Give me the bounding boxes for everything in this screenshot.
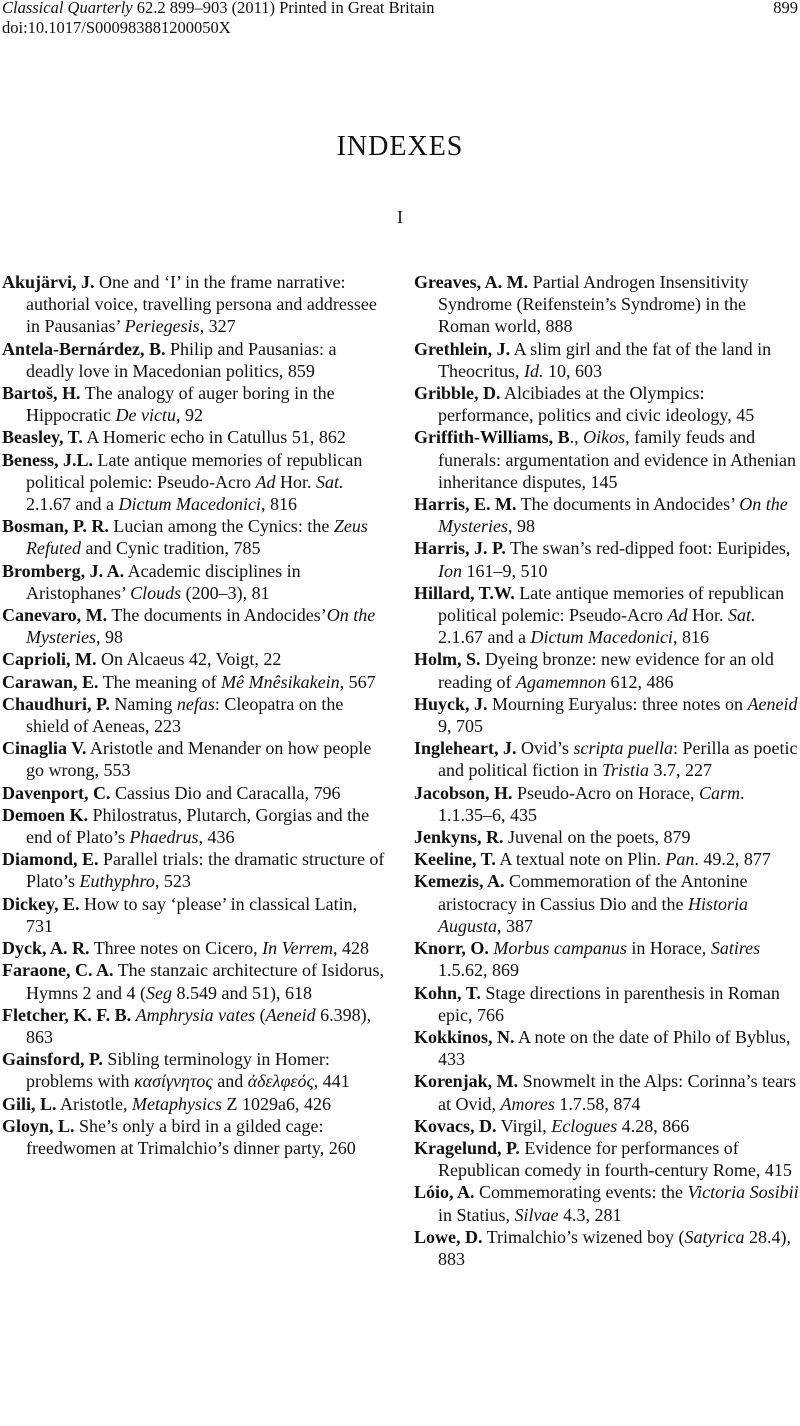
- entry-text: , 98: [95, 627, 123, 648]
- entry-text: . 1.1.35–6, 435: [438, 782, 745, 825]
- entry-author: Bromberg, J. A.: [2, 560, 125, 581]
- index-entry: [414, 271, 800, 338]
- index-entry: [414, 493, 800, 537]
- entry-text: . 49.2, 877: [694, 849, 771, 870]
- entry-text: The analogy of auger boring in the Hippocratic: [26, 383, 335, 426]
- entry-text: Sibling terminology in Homer: problems with: [26, 1049, 330, 1092]
- entry-title-italic: Pan: [665, 849, 695, 870]
- doi: doi:10.1017/S000983881200050X: [2, 18, 231, 37]
- entry-title-italic: On the Mysteries: [438, 494, 788, 537]
- entry-title-italic: Clouds: [130, 582, 182, 603]
- entry-author: Kohn, T.: [414, 982, 481, 1003]
- entry-title-italic: Amores: [500, 1093, 555, 1114]
- index-entry: [414, 693, 800, 737]
- entry-text: .,: [569, 427, 584, 448]
- entry-text: The documents in Andocides’: [516, 494, 740, 515]
- entry-title-italic: Dictum Macedonici: [118, 494, 261, 515]
- entry-title-italic: Satires: [710, 938, 761, 959]
- journal-name: Classical Quarterly: [2, 0, 133, 17]
- index-entry: [2, 1115, 386, 1159]
- entry-author: Jenkyns, R.: [414, 827, 504, 848]
- index-entry: [2, 271, 386, 338]
- entry-author: Kovacs, D.: [414, 1115, 497, 1136]
- index-entry: [2, 515, 386, 559]
- index-entry: [2, 1093, 386, 1115]
- index-entry: [414, 982, 800, 1026]
- entry-text: Commemorating events: the: [474, 1182, 688, 1203]
- entry-author: Demoen K.: [2, 804, 88, 825]
- entry-title-italic: Silvae: [514, 1204, 559, 1225]
- entry-text: , 428: [332, 938, 369, 959]
- entry-title-italic: Agamemnon: [515, 671, 606, 692]
- entry-title-italic: Sat.: [727, 605, 756, 626]
- index-entry: [414, 1070, 800, 1114]
- index-entry: [414, 937, 800, 981]
- entry-text: Cassius Dio and Caracalla, 796: [110, 782, 341, 803]
- entry-author: Gainsford, P.: [2, 1049, 103, 1070]
- entry-author: Lóio, A.: [414, 1182, 475, 1203]
- entry-title-italic: Aeneid: [265, 1004, 316, 1025]
- entry-text: Three notes on Cicero,: [89, 938, 263, 959]
- entry-title-italic: Morbus campanus: [493, 938, 627, 959]
- entry-text: , 92: [175, 405, 203, 426]
- entry-title-italic: Periegesis: [124, 316, 200, 337]
- entry-text: , 98: [507, 516, 535, 537]
- entry-title-italic: Id.: [523, 360, 544, 381]
- entry-title-italic: Aeneid: [747, 693, 798, 714]
- entry-text: Hor.: [275, 471, 316, 492]
- entry-text: in Statius,: [438, 1204, 515, 1225]
- entry-author: Kemezis, A.: [414, 871, 505, 892]
- entry-text: Juvenal on the poets, 879: [503, 827, 691, 848]
- entry-title-italic: On the Mysteries: [26, 605, 376, 648]
- entry-text: 1.5.62, 869: [438, 960, 519, 981]
- entry-author: Beasley, T.: [2, 427, 83, 448]
- entry-text: A slim girl and the fat of the land in Theocritus,: [438, 338, 772, 381]
- entry-author: Kokkinos, N.: [414, 1026, 515, 1047]
- page-title: INDEXES: [336, 131, 464, 162]
- entry-text: The documents in Andocides’: [107, 605, 327, 626]
- entry-title-italic: Euthyphro: [79, 871, 155, 892]
- entry-author: Greaves, A. M.: [414, 272, 529, 292]
- section-numeral: I: [397, 207, 403, 227]
- index-entry: [2, 804, 386, 848]
- entry-text: 8.549 and 51), 618: [172, 982, 312, 1003]
- entry-text: 2.1.67 and a: [26, 494, 119, 515]
- entry-author: Grethlein, J.: [414, 338, 511, 359]
- index-column-right: [414, 271, 800, 1270]
- entry-text: Aristotle,: [56, 1093, 133, 1114]
- entry-title-italic: Victoria Sosibii: [687, 1182, 799, 1203]
- entry-title-italic: De victu: [115, 405, 176, 426]
- index-entry: [2, 426, 386, 448]
- index-entry: [2, 449, 386, 516]
- entry-text: 4.3, 281: [558, 1204, 622, 1225]
- entry-text: Evidence for performances of Republican comedy in fourth-century Rome, 415: [438, 1137, 792, 1181]
- entry-author: Chaudhuri, P.: [2, 693, 110, 714]
- entry-text: The meaning of: [98, 671, 222, 692]
- entry-author: Davenport, C.: [2, 782, 111, 803]
- entry-author: Kragelund, P.: [414, 1137, 520, 1158]
- index-entry: [414, 382, 800, 426]
- entry-title-italic: Oikos: [583, 427, 626, 448]
- entry-title-italic: scripta puella: [573, 738, 674, 759]
- entry-text: Philip and Pausanias: a deadly love in Macedonian politics, 859: [26, 338, 337, 381]
- entry-text: Snowmelt in the Alps: Corinna’s tears at Ovid,: [438, 1071, 797, 1114]
- index-entry: [2, 959, 386, 1003]
- index-entry: [414, 426, 800, 493]
- entry-text: The stanzaic architecture of Isidorus, Hymns 2 and 4 (: [26, 960, 385, 1003]
- entry-text: Parallel trials: the dramatic structure of Plato’s: [26, 849, 385, 892]
- running-header: [0, 0, 800, 41]
- entry-text: Trimalchio’s wizened boy (: [482, 1226, 685, 1247]
- entry-text: Late antique memories of republican political polemic: Pseudo-Acro: [26, 449, 363, 492]
- entry-author: Gloyn, L.: [2, 1115, 75, 1136]
- entry-text: A textual note on Plin.: [495, 849, 666, 870]
- entry-text: Ovid’s: [516, 738, 574, 759]
- index-entry: [2, 937, 386, 959]
- index-entry: [414, 1226, 800, 1270]
- entry-text: Academic disciplines in Aristophanes’: [26, 560, 301, 603]
- index-entry: [414, 1181, 800, 1225]
- entry-text: 612, 486: [605, 671, 674, 692]
- entry-author: Akujärvi, J.: [2, 272, 95, 292]
- entry-text: Mourning Euryalus: three notes on: [487, 693, 748, 714]
- entry-text: She’s only a bird in a gilded cage: freedwomen at Trimalchio’s dinner party, 260: [26, 1115, 356, 1158]
- index-entry: [414, 537, 800, 581]
- entry-author: Keeline, T.: [414, 849, 496, 870]
- entry-title-italic: Satyrica: [684, 1226, 745, 1247]
- entry-author: Diamond, E.: [2, 849, 99, 870]
- entry-author: Hillard, T.W.: [414, 582, 515, 603]
- entry-title-italic: Ion: [438, 560, 462, 581]
- citation-details: 62.2 899–903 (2011) Printed in Great Britain: [136, 0, 435, 17]
- entry-author: Huyck, J.: [414, 693, 488, 714]
- entry-text: , 441: [313, 1071, 350, 1092]
- entry-text: (: [255, 1004, 266, 1025]
- entry-text: 28.4), 883: [438, 1226, 791, 1269]
- page-number: 899: [773, 0, 798, 17]
- index-entry: [414, 648, 800, 692]
- entry-text: 161–9, 510: [462, 560, 548, 581]
- entry-text: Late antique memories of republican political polemic: Pseudo-Acro: [438, 582, 785, 626]
- entry-text: A note on the date of Philo of Byblus, 433: [438, 1026, 791, 1070]
- journal-citation: [2, 0, 434, 18]
- entry-text: : Perilla as poetic and political fiction in: [438, 738, 798, 781]
- entry-text: Hor.: [687, 605, 728, 626]
- entry-text: Virgil,: [496, 1115, 552, 1136]
- entry-text: The swan’s red-dipped foot: Euripides,: [505, 538, 791, 559]
- entry-title-italic: Amphrysia vates: [135, 1004, 256, 1025]
- index-entry: [2, 648, 386, 670]
- index-entry: [2, 737, 386, 781]
- index-entry: [414, 1137, 800, 1181]
- entry-text: Lucian among the Cynics: the: [108, 516, 334, 537]
- entry-author: Beness, J.L.: [2, 449, 94, 470]
- entry-author: Carawan, E.: [2, 671, 99, 692]
- entry-author: Harris, J. P.: [414, 538, 506, 559]
- entry-title-italic: Carm: [698, 782, 740, 803]
- entry-author: Gili, L.: [2, 1093, 57, 1114]
- entry-title-italic: In Verrem: [262, 938, 333, 959]
- entry-text: , 816: [260, 494, 297, 515]
- index-entry: [2, 693, 386, 737]
- entry-title-italic: Mê Mnêsikakein: [221, 671, 340, 692]
- entry-author: Dyck, A. R.: [2, 938, 90, 959]
- entry-author: Korenjak, M.: [414, 1071, 519, 1092]
- index-entry: [2, 338, 386, 382]
- entry-text: , 567: [339, 671, 376, 692]
- entry-author: Caprioli, M.: [2, 649, 97, 670]
- entry-author: Holm, S.: [414, 649, 481, 670]
- entry-title-italic: Ad: [667, 605, 688, 626]
- entry-text: Alcibiades at the Olympics: performance, politics and civic ideology, 45: [438, 383, 755, 426]
- entry-title-italic: Historia Augusta: [438, 893, 748, 936]
- entry-author: Antela-Bernárdez, B.: [2, 338, 166, 359]
- entry-text: (200–3), 81: [181, 582, 270, 603]
- entry-text: and Cynic tradition, 785: [80, 538, 261, 559]
- index-entry: [2, 604, 386, 648]
- entry-title-italic: κασίγνητος: [134, 1071, 213, 1092]
- index-entry: [2, 848, 386, 892]
- index-column-left: [2, 271, 386, 1159]
- index-entry: [2, 893, 386, 937]
- index-entry: [2, 382, 386, 426]
- entry-text: , 523: [154, 871, 191, 892]
- entry-text: Pseudo-Acro on Horace,: [512, 782, 699, 803]
- index-entry: [414, 848, 800, 870]
- entry-text: Philostratus, Plutarch, Gorgias and the end of Plato’s: [26, 804, 370, 848]
- entry-title-italic: Ad: [255, 471, 276, 492]
- index-entry: [414, 826, 800, 848]
- entry-text: : Cleopatra on the shield of Aeneas, 223: [26, 693, 344, 737]
- entry-author: Jacobson, H.: [414, 782, 513, 803]
- index-entry: [414, 782, 800, 826]
- index-entry: [414, 1026, 800, 1070]
- index-entry: [414, 870, 800, 937]
- entry-text: Z 1029a6, 426: [222, 1093, 331, 1114]
- entry-text: 9, 705: [438, 716, 483, 737]
- entry-text: , 387: [497, 915, 534, 936]
- entry-author: Bartoš, H.: [2, 383, 81, 404]
- index-entry: [414, 582, 800, 649]
- entry-text: How to say ‘please’ in classical Latin, 731: [26, 893, 358, 936]
- entry-author: Canevaro, M.: [2, 605, 108, 626]
- entry-author: Harris, E. M.: [414, 494, 517, 515]
- entry-text: 2.1.67 and a: [438, 627, 531, 648]
- entry-author: Lowe, D.: [414, 1226, 483, 1247]
- entry-author: Fletcher, K. F. B.: [2, 1004, 132, 1025]
- index-entry: [2, 1048, 386, 1092]
- index-entry: [2, 671, 386, 693]
- index-entry: [414, 1115, 800, 1137]
- entry-title-italic: Phaedrus: [129, 827, 199, 848]
- entry-text: , 436: [198, 827, 235, 848]
- entry-text: A Homeric echo in Catullus 51, 862: [82, 427, 346, 448]
- index-entry: [414, 737, 800, 781]
- entry-text: Aristotle and Menander on how people go wrong, 553: [26, 738, 372, 781]
- entry-author: Ingleheart, J.: [414, 738, 517, 759]
- entry-author: Knorr, O.: [414, 938, 489, 959]
- entry-title-italic: Tristia: [601, 760, 649, 781]
- entry-text: , 327: [199, 316, 236, 337]
- entry-title-italic: Sat.: [315, 471, 344, 492]
- entry-text: 3.7, 227: [649, 760, 712, 781]
- entry-title-italic: Zeus Refuted: [26, 516, 368, 559]
- entry-author: Dickey, E.: [2, 893, 80, 914]
- entry-text: 6.398), 863: [26, 1004, 372, 1047]
- entry-author: Bosman, P. R.: [2, 516, 109, 537]
- entry-text: One and ‘I’ in the frame narrative: authorial voice, travelling persona and addressee in Pausanias’: [26, 272, 377, 337]
- entry-text: 10, 603: [543, 360, 602, 381]
- entry-text: 1.7.58, 874: [554, 1093, 641, 1114]
- entry-text: 4.28, 866: [617, 1115, 690, 1136]
- index-entry: [2, 1004, 386, 1048]
- entry-text: Naming: [109, 693, 177, 714]
- entry-text: Dyeing bronze: new evidence for an old reading of: [438, 649, 774, 692]
- entry-text: Stage directions in parenthesis in Roman epic, 766: [438, 982, 780, 1025]
- entry-author: Cinaglia V.: [2, 738, 87, 759]
- index-entry: [414, 338, 800, 382]
- entry-text: , 816: [672, 627, 709, 648]
- entry-text: On Alcaeus 42, Voigt, 22: [96, 649, 282, 670]
- entry-title-italic: Dictum Macedonici: [530, 627, 673, 648]
- entry-text: , family feuds and funerals: argumentation and evidence in Athenian inheritance disputes, 145: [438, 427, 797, 492]
- entry-title-italic: Eclogues: [551, 1115, 618, 1136]
- entry-title-italic: Seg: [146, 982, 172, 1003]
- index-entry: [2, 782, 386, 804]
- entry-author: Gribble, D.: [414, 383, 501, 404]
- entry-text: Partial Androgen Insensitivity Syndrome (Reifenstein’s Syndrome) in the Roman world, 888: [438, 272, 749, 337]
- index-entry: [2, 560, 386, 604]
- entry-text: Commemoration of the Antonine aristocracy in Cassius Dio and the: [438, 871, 748, 914]
- entry-text: and: [212, 1071, 248, 1092]
- entry-title-italic: nefas: [176, 693, 215, 714]
- entry-title-italic: ἀδελφεός: [247, 1071, 314, 1092]
- entry-author: Griffith-Williams, B: [414, 427, 570, 448]
- entry-text: in Horace,: [626, 938, 711, 959]
- entry-author: Faraone, C. A.: [2, 960, 114, 981]
- entry-title-italic: Metaphysics: [132, 1093, 222, 1114]
